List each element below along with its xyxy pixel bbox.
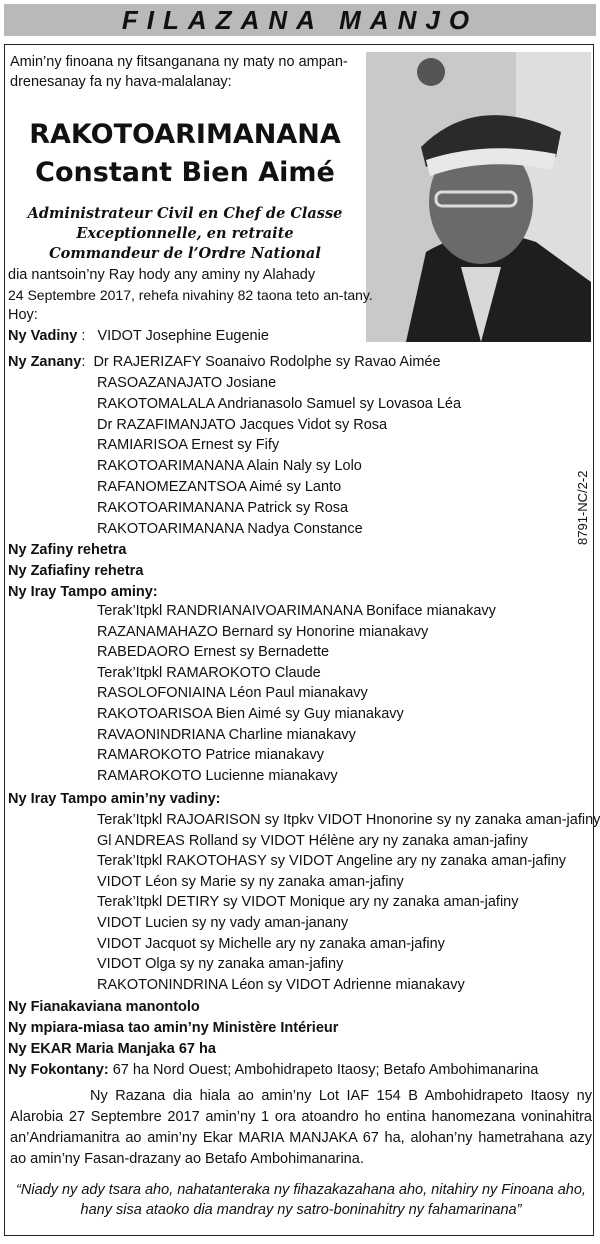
vadiny-row xyxy=(8,326,269,346)
intro-text: Amin’ny finoana ny fitsanganana ny maty no ampan-drenesanay fa ny hava-malalanay: xyxy=(10,54,348,90)
reference-code: 8791-NC/2-2 xyxy=(575,470,590,545)
list-item: RAKOTOARIMANANA Alain Naly sy Lolo xyxy=(97,458,362,475)
vadiny-sep: : xyxy=(77,328,98,344)
list-item: RABEDAORO Ernest sy Bernadette xyxy=(97,644,330,661)
list-item: RAKOTOARIMANANA Patrick sy Rosa xyxy=(97,499,349,516)
title-line: Exceptionnelle, en retraite xyxy=(76,225,294,242)
header-banner xyxy=(4,4,596,36)
zafiny-line: Ny Zafiny rehetra xyxy=(8,542,127,558)
ekar-line: Ny EKAR Maria Manjaka 67 ha xyxy=(8,1041,216,1057)
list-item: Terak’Itpkl DETIRY sy VIDOT Monique ary ny zanaka aman-jafiny xyxy=(97,894,519,911)
list-item: RAFANOMEZANTSOA Aimé sy Lanto xyxy=(97,479,342,495)
vadiny-label: Ny Vadiny xyxy=(8,328,78,344)
portrait-icon xyxy=(366,52,591,342)
list-item: Terak’Itpkl RAJOARISON sy Itpkv VIDOT Hnonorine sy ny zanaka aman-jafiny xyxy=(97,812,600,828)
title-line: Administrateur Civil en Chef de Classe xyxy=(27,205,343,222)
list-item: RAZANAMAHAZO Bernard sy Honorine mianakavy xyxy=(97,623,429,640)
deceased-given-names: Constant Bien Aimé xyxy=(35,157,335,188)
fokontany-label: Ny Fokontany: xyxy=(8,1062,109,1078)
list-item: Gl ANDREAS Rolland sy VIDOT Hélène ary ny zanaka aman-jafiny xyxy=(97,832,528,849)
list-item: VIDOT Jacquot sy Michelle ary ny zanaka aman-jafiny xyxy=(97,935,445,952)
list-item: RAMAROKOTO Lucienne mianakavy xyxy=(97,767,338,784)
iray-aminy-label: Ny Iray Tampo aminy: xyxy=(8,584,158,600)
fokontany-row xyxy=(8,1060,538,1080)
list-item: RAKOTONINDRINA Léon sy VIDOT Adrienne mianakavy xyxy=(97,976,465,993)
vadiny-value: VIDOT Josephine Eugenie xyxy=(97,328,269,344)
deceased-surname: RAKOTOARIMANANA xyxy=(29,119,341,150)
list-item: RAKOTOARIMANANA Nadya Constance xyxy=(97,520,363,537)
funeral-paragraph: Ny Razana dia hiala ao amin’ny Lot IAF 154 B Ambohidrapeto Itaosy ny Alarobia 27 Septembre 2017 amin’ny 1 ora atoandro ho entina hanomezana voninahitra an’Andriamanitra ao amin’ny Ekar MARIA MANJAKA 67 ha, alohan’ny hametrahana azy ao amin’ny Fasan-drazany ao Betafo Ambohimanarina. xyxy=(10,1088,592,1167)
list-item: RASOLOFONIAINA Léon Paul mianakavy xyxy=(97,685,368,702)
title-line: Commandeur de l’Ordre National xyxy=(49,245,321,262)
closing-quote: “Niady ny ady tsara aho, nahatanteraka ny fihazakazahana aho, nitahiry ny Finoana aho, hany sisa ataoko dia mandray ny satro-boninahitry ny fahamarinana” xyxy=(16,1182,586,1218)
list-item: Terak’Itpkl RANDRIANAIVOARIMANANA Boniface mianakavy xyxy=(97,603,496,619)
list-item: Terak’Itpkl RAMAROKOTO Claude xyxy=(97,664,321,681)
zanany-label: Ny Zanany xyxy=(8,354,82,370)
announce-line: dia nantsoin’ny Ray hody any aminy ny Alahady xyxy=(8,267,316,283)
list-item: RAMIARISOA Ernest sy Fify xyxy=(97,437,280,454)
list-item: VIDOT Olga sy ny zanaka aman-jafiny xyxy=(97,956,344,973)
zafiafiny-line: Ny Zafiafiny rehetra xyxy=(8,563,144,579)
mpiara-line: Ny mpiara-miasa tao amin’ny Ministère Intérieur xyxy=(8,1020,339,1036)
portrait-photo xyxy=(366,52,591,342)
list-item: RAMAROKOTO Patrice mianakavy xyxy=(97,747,324,764)
announce-line: 24 Septembre 2017, rehefa nivahiny 82 taona teto an-tany. xyxy=(8,287,373,303)
list-item: RASOAZANAJATO Josiane xyxy=(97,375,277,391)
list-item: Terak’Itpkl RAKOTOHASY sy VIDOT Angeline ary ny zanaka aman-jafiny xyxy=(97,853,567,870)
list-item: RAKOTOMALALA Andrianasolo Samuel sy Lovasoa Léa xyxy=(97,395,462,412)
iray-vadiny-label: Ny Iray Tampo amin’ny vadiny: xyxy=(8,791,221,807)
header-title: FILAZANA MANJO xyxy=(121,5,479,35)
list-item: RAVAONINDRIANA Charline mianakavy xyxy=(97,726,356,743)
list-item: RAKOTOARISOA Bien Aimé sy Guy mianakavy xyxy=(97,706,404,722)
zanany-first: Dr RAJERIZAFY Soanaivo Rodolphe sy Ravao Aimée xyxy=(93,354,441,370)
zanany-row: Ny Zanany: Dr RAJERIZAFY Soanaivo Rodolphe sy Ravao Aimée xyxy=(8,354,441,370)
fianakaviana-line: Ny Fianakaviana manontolo xyxy=(8,999,200,1015)
announce-line: Hoy: xyxy=(8,307,38,323)
list-item: VIDOT Léon sy Marie sy ny zanaka aman-jafiny xyxy=(97,873,404,890)
fokontany-value: 67 ha Nord Ouest; Ambohidrapeto Itaosy; Betafo Ambohimanarina xyxy=(108,1062,539,1078)
list-item: VIDOT Lucien sy ny vady aman-janany xyxy=(97,915,349,931)
list-item: Dr RAZAFIMANJATO Jacques Vidot sy Rosa xyxy=(97,416,388,433)
